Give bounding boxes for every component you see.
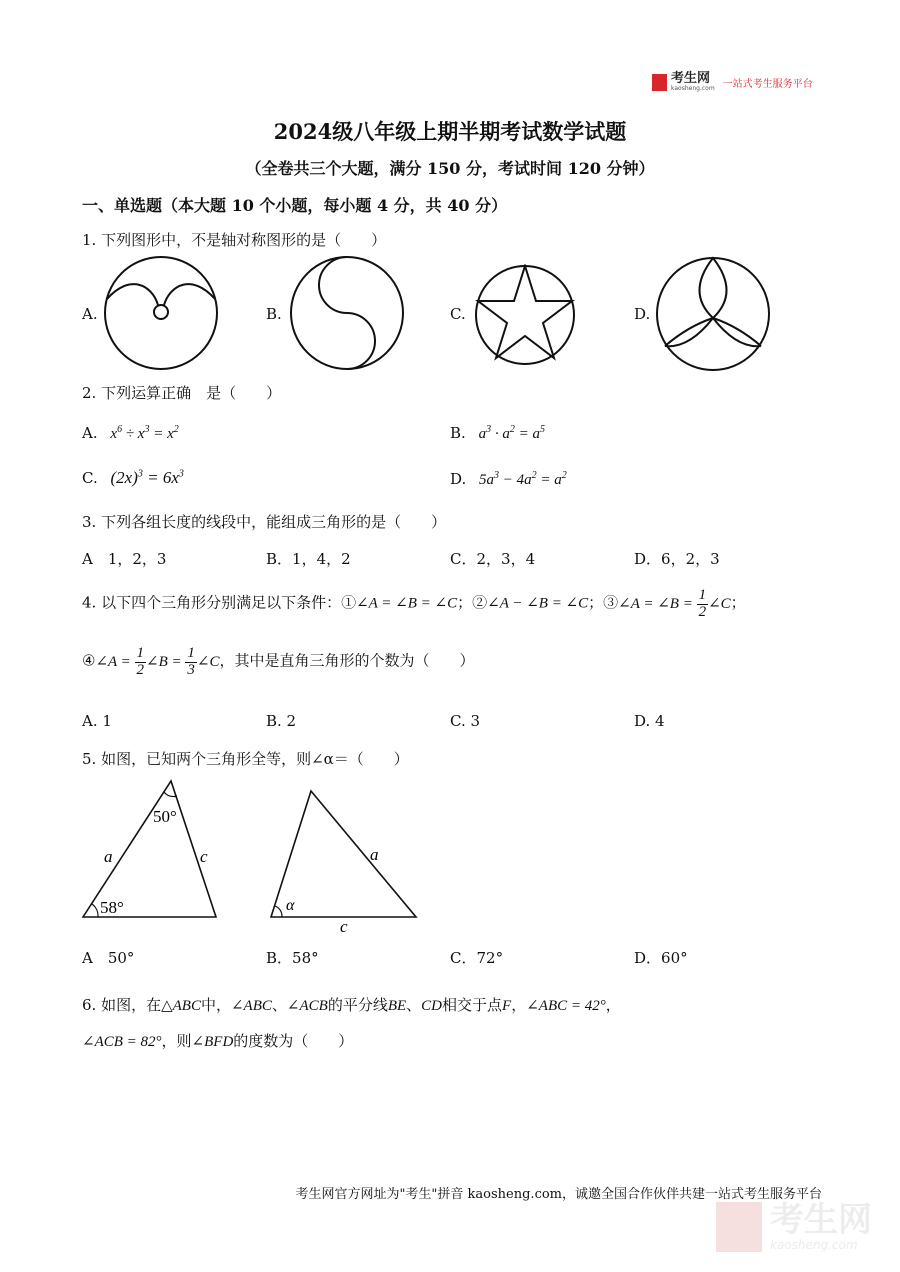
q2-label-a: A. xyxy=(82,424,98,442)
q2-option-d xyxy=(450,470,567,489)
q2-label-b: B. xyxy=(450,424,466,442)
q3-option-a: A 1，2，3 xyxy=(82,550,167,568)
watermark-domain: kaosheng.com xyxy=(770,1238,858,1252)
q3-option-c: C．2，3，4 xyxy=(450,550,536,568)
logo-mark xyxy=(652,74,667,91)
footer-text: 考生网官方网址为"考生"拼音 kaosheng.com，诚邀全国合作伙伴共建一站式考生服务平台 xyxy=(295,1187,822,1202)
fig2-side-bottom: c xyxy=(340,917,348,936)
q6-bisector-be: BE xyxy=(387,998,407,1014)
question-5-stem: 5. 如图，已知两个三角形全等，则∠α＝（ ） xyxy=(82,750,409,768)
watermark-mark xyxy=(716,1202,762,1252)
q1-figure-a xyxy=(100,255,222,371)
q1-label-b: B. xyxy=(266,305,282,323)
q6-text-a: 6. 如图，在 xyxy=(82,996,162,1014)
q4-stem-b: 其中是直角三角形的个数为（ ） xyxy=(234,651,475,670)
page-subtitle: （全卷共三个大题，满分 150 分，考试时间 120 分钟） xyxy=(245,159,655,178)
fig2-side-right: a xyxy=(370,845,379,864)
q2-option-b xyxy=(450,424,545,443)
q4-option-a: A. 1 xyxy=(82,712,112,730)
q6-target: ∠BFD xyxy=(191,1034,234,1050)
q4-option-d: D. 4 xyxy=(634,712,665,730)
watermark xyxy=(716,1202,872,1252)
q2-expr-d: $5a^3 - 4a^2 = a^2$ xyxy=(479,470,567,488)
q4-stem-a: 4. 以下四个三角形分别满足以下条件：① xyxy=(82,593,357,612)
q4-option-c: C. 3 xyxy=(450,712,481,730)
q4-condition-3: ∠A = ∠B = $\frac{1}{2}$ ∠C xyxy=(618,587,731,620)
q4-condition-2: ∠A − ∠B = ∠C xyxy=(487,595,589,612)
question-6-line-1: 6. 如图，在△ABC中，∠ABC、∠ACB的平分线BE、CD相交于点F，∠ABC = 42°， xyxy=(82,996,621,1014)
q1-figure-b xyxy=(288,255,406,371)
q6-text-c: 相交于点 xyxy=(442,996,503,1014)
q1-figure-c xyxy=(472,264,578,366)
q5-option-a: A 50° xyxy=(82,949,135,967)
q2-option-a xyxy=(82,424,179,443)
q5-figure-1 xyxy=(78,776,228,926)
logo-name: 考生网 xyxy=(671,71,711,86)
q6-point-f: F xyxy=(502,998,512,1014)
q6-triangle: △ABC xyxy=(161,998,201,1014)
q6-angles: ∠ABC xyxy=(230,998,272,1014)
q6-given-2: ∠ACB = 82° xyxy=(82,1034,162,1050)
question-4-line-2: ④∠A = $\frac{1}{2}$ ∠B = $\frac{1}{3}$ ∠C，其中是直角三角形的个数为（ ） xyxy=(82,645,475,678)
q2-label-d: D. xyxy=(450,470,467,488)
fig1-side-right: c xyxy=(200,847,208,866)
q1-label-c: C. xyxy=(450,305,466,323)
question-2-stem: 2. 下列运算正确 是（ ） xyxy=(82,384,282,402)
q2-expr-b: $a^3 \cdot a^2 = a^5$ xyxy=(478,424,545,442)
q6-bisector-cd: CD xyxy=(421,998,443,1014)
q6-angle-acb: ∠ACB xyxy=(286,998,328,1014)
q3-option-d: D．6，2，3 xyxy=(634,550,720,568)
q5-option-d: D．60° xyxy=(634,949,688,967)
q4-condition-1: ∠A = ∠B = ∠C xyxy=(356,595,458,612)
q3-option-b: B．1，4，2 xyxy=(266,550,351,568)
question-6-line-2 xyxy=(82,1030,353,1051)
fig1-angle-top: 50° xyxy=(153,807,177,826)
page-title: 2024级八年级上期半期考试数学试题 xyxy=(273,119,627,144)
q5-option-b: B．58° xyxy=(266,949,319,967)
q5-option-c: C．72° xyxy=(450,949,504,967)
q1-label-d: D. xyxy=(634,305,651,323)
q2-expr-a: $x^6 \div x^3 = x^2$ xyxy=(110,424,179,442)
question-4-line-1: 4. 以下四个三角形分别满足以下条件：①∠A = ∠B = ∠C；②∠A − ∠B = ∠C；③∠A = ∠B = $\frac{1}{2}$ ∠C； xyxy=(82,587,746,620)
q1-figure-d xyxy=(655,256,771,372)
q6-text-e: 的度数为（ ） xyxy=(233,1032,354,1050)
q6-text-b: 的平分线 xyxy=(327,996,388,1014)
fig1-angle-left: 58° xyxy=(100,898,124,917)
q4-condition-4: ∠A = $\frac{1}{2}$ ∠B = $\frac{1}{3}$ ∠C xyxy=(95,645,220,678)
question-3-stem: 3. 下列各组长度的线段中，能组成三角形的是（ ） xyxy=(82,513,447,531)
q6-given-1: ∠ABC = 42° xyxy=(526,998,606,1014)
logo-domain: kaosheng.com xyxy=(671,85,715,92)
q2-option-c xyxy=(82,468,184,488)
q2-label-c: C. xyxy=(82,469,98,487)
q2-expr-c: $(2x)^3 = 6x^3$ xyxy=(110,468,184,487)
q6-text-d: ，则 xyxy=(161,1032,192,1050)
q4-option-b: B. 2 xyxy=(266,712,297,730)
fig2-angle-alpha: α xyxy=(286,897,295,914)
watermark-name: 考生网 xyxy=(770,1200,872,1240)
section-heading: 一、单选题（本大题 10 个小题，每小题 4 分，共 40 分） xyxy=(82,196,508,215)
logo-slogan: 一站式考生服务平台 xyxy=(722,78,813,90)
fig1-side-left: a xyxy=(104,847,113,866)
q5-figure-2 xyxy=(266,784,426,936)
q1-label-a: A. xyxy=(82,305,98,323)
header-logo xyxy=(652,72,813,92)
question-1-stem: 1. 下列图形中，不是轴对称图形的是（ ） xyxy=(82,231,387,249)
